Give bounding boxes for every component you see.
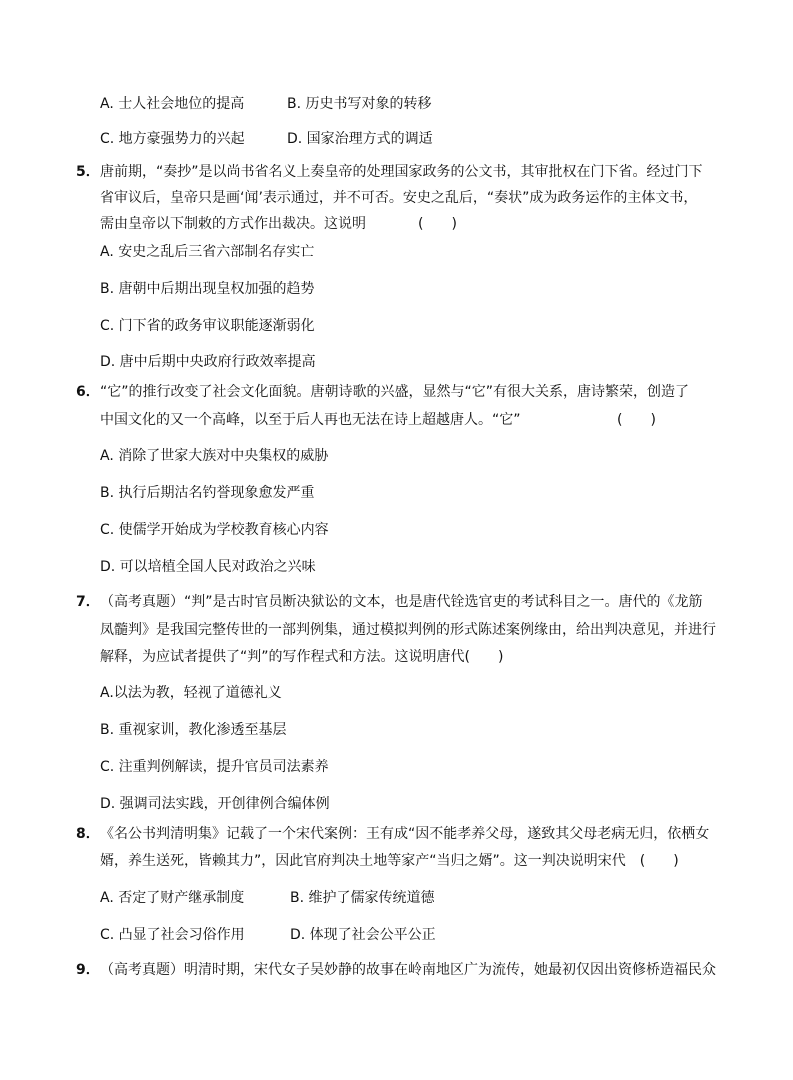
- q7-option-b: B. 重视家训，教化渗透至基层: [100, 722, 287, 738]
- question-8-number: 8．: [76, 826, 100, 842]
- question-5-stem-line: 唐前期，“奏抄”是以尚书省名义上奏皇帝的处理国家政务的公文书，其审批权在门下省。经过门下: [100, 164, 703, 180]
- q4-option-b: B. 历史书写对象的转移: [287, 96, 432, 112]
- q4-option-a: A. 士人社会地位的提高: [100, 96, 245, 112]
- question-5-answer-bracket: ( ): [418, 216, 457, 232]
- q6-option-d: D. 可以培植全国人民对政治之兴味: [100, 559, 316, 575]
- q6-option-a: A. 消除了世家大族对中央集权的威胁: [100, 448, 329, 464]
- question-7-number: 7．: [76, 594, 100, 610]
- question-6-answer-bracket: ( ): [617, 412, 656, 428]
- question-9-number: 9．: [76, 962, 100, 978]
- question-7-stem-line: （高考真题）“判”是古时官员断决狱讼的文本，也是唐代铨选官吏的考试科目之一。唐代的《龙筋: [100, 594, 703, 610]
- question-6-stem-line: “它”的推行改变了社会文化面貌。唐朝诗歌的兴盛，显然与“它”有很大关系，唐诗繁荣，创造了: [100, 384, 690, 400]
- q8-option-c: C. 凸显了社会习俗作用: [100, 927, 245, 943]
- q6-option-c: C. 使儒学开始成为学校教育核心内容: [100, 522, 329, 538]
- question-6-number: 6．: [76, 384, 100, 400]
- q5-option-c: C. 门下省的政务审议职能逐渐弱化: [100, 318, 315, 334]
- question-8-stem-line: 《名公书判清明集》记载了一个宋代案例：王有成“因不能孝养父母，遂致其父母老病无归，依栖女: [100, 826, 710, 842]
- question-7-stem-line: 凤髓判》是我国完整传世的一部判例集，通过模拟判例的形式陈述案例缘由，给出判决意见，并进行: [100, 622, 716, 638]
- question-6-stem-line: 中国文化的又一个高峰，以至于后人再也无法在诗上超越唐人。“它”: [100, 412, 521, 428]
- q8-option-d: D. 体现了社会公平公正: [290, 927, 436, 943]
- q4-option-d: D. 国家治理方式的调适: [287, 131, 433, 147]
- q7-option-d: D. 强调司法实践，开创律例合编体例: [100, 796, 330, 812]
- q7-option-c: C. 注重判例解读，提升官员司法素养: [100, 759, 329, 775]
- question-7-stem-line: 解释，为应试者提供了“判”的写作程式和方法。这说明唐代( ): [100, 649, 504, 665]
- q4-option-c: C. 地方豪强势力的兴起: [100, 131, 245, 147]
- q5-option-b: B. 唐朝中后期出现皇权加强的趋势: [100, 281, 315, 297]
- q5-option-d: D. 唐中后期中央政府行政效率提高: [100, 354, 316, 370]
- question-5-stem-line: 需由皇帝以下制敕的方式作出裁决。这说明: [100, 216, 366, 232]
- q8-option-b: B. 维护了儒家传统道德: [290, 890, 435, 906]
- question-8-stem-line: 婿，养生送死，皆赖其力”，因此官府判决土地等家产“当归之婿”。这一判决说明宋代 ( ): [100, 853, 679, 869]
- q8-option-a: A. 否定了财产继承制度: [100, 890, 245, 906]
- q7-option-a: A.以法为教，轻视了道德礼义: [100, 685, 282, 701]
- question-9-stem-line: （高考真题）明清时期，宋代女子吴妙静的故事在岭南地区广为流传，她最初仅因出资修桥造福民众: [100, 962, 716, 978]
- question-5-stem-line: 省审议后，皇帝只是画‘闻’表示通过，并不可否。安史之乱后，“奏状”成为政务运作的主体文书，: [100, 190, 698, 206]
- q6-option-b: B. 执行后期沽名钓誉现象愈发严重: [100, 485, 315, 501]
- q5-option-a: A. 安史之乱后三省六部制名存实亡: [100, 244, 315, 260]
- question-5-number: 5．: [76, 164, 100, 180]
